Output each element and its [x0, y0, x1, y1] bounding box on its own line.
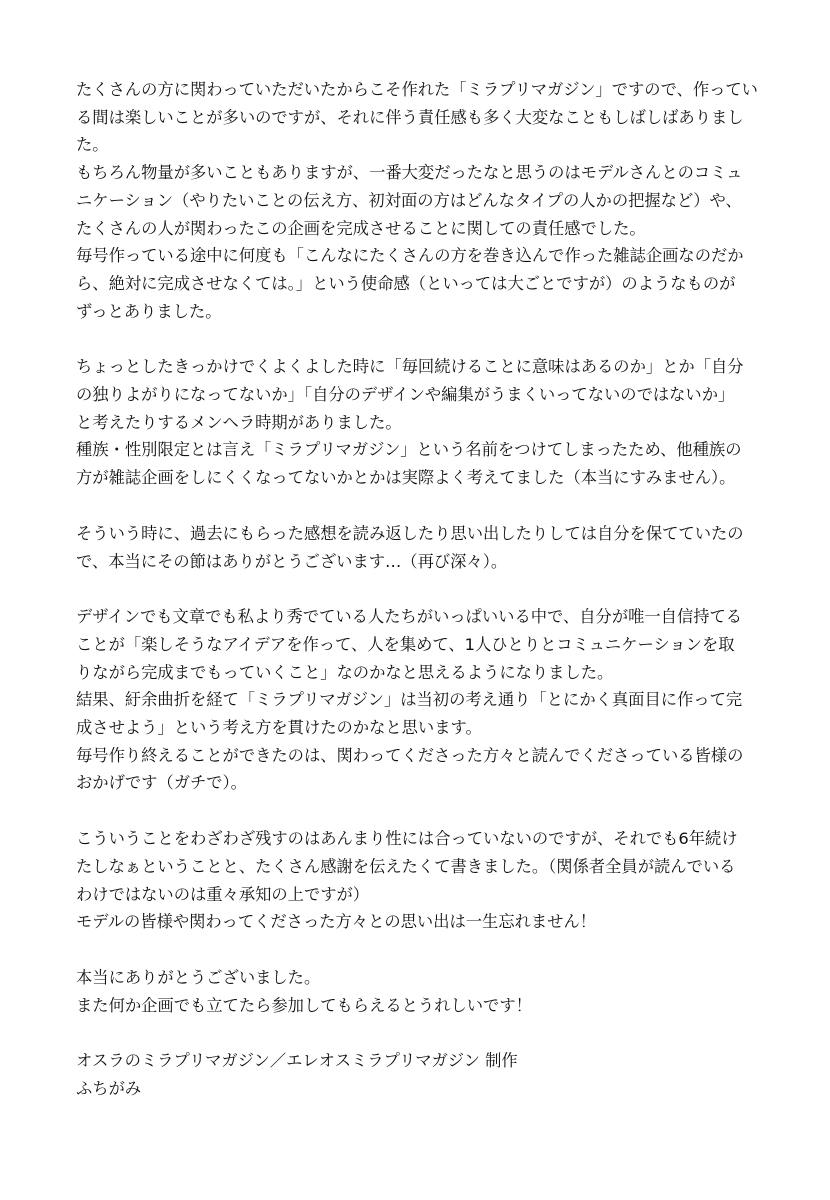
signature: [76, 1047, 762, 1102]
text-line: モデルの皆様や関わってくださった方々との思い出は一生忘れません！: [76, 912, 597, 932]
text-line: と考えたりするメンヘラ時期がありました。: [76, 412, 402, 432]
text-line: 種族・性別限定とは言え「ミラプリマガジン」という名前をつけてしまったため、他種族の: [76, 440, 742, 460]
text-line: で、本当にその節はありがとうございます…（再び深々）。: [76, 551, 508, 571]
signature-line: オスラのミラプリマガジン／エレオスミラプリマガジン 制作: [76, 1051, 518, 1071]
paragraph-2: [76, 353, 762, 492]
text-line: 方が雑誌企画をしにくくなってないかとかは実際よく考えてました（本当にすみません）。: [76, 468, 736, 488]
document-page: [76, 76, 762, 1131]
text-line: る間は楽しいことが多いのですが、それに伴う責任感も多く大変なこともしばしばありまし: [76, 107, 744, 127]
paragraph-1: [76, 76, 762, 325]
text-line: りながら完成までもっていくこと」なのかなと思えるようになりました。: [76, 662, 614, 682]
text-line: ずっとありました。: [76, 301, 222, 321]
text-line: 本当にありがとうございました。: [76, 967, 321, 987]
paragraph-3: [76, 520, 762, 575]
text-line: ちょっとしたきっかけでくよくよした時に「毎回続けることに意味はあるのか」とか「自分: [76, 357, 744, 377]
author-name: ふちがみ: [76, 1079, 142, 1099]
text-line: おかげです（ガチで）。: [76, 773, 247, 793]
text-line: たくさんの人が関わったこの企画を完成させることに関しての責任感でした。: [76, 218, 646, 238]
text-line: こういうことをわざわざ残すのはあんまり性には合っていないのですが、それでも6年続け: [76, 829, 738, 849]
paragraph-6: [76, 964, 762, 1019]
text-line: の独りよがりになってないか」「自分のデザインや編集がうまくいってないのではないか」: [76, 385, 735, 405]
text-line: 毎号作り終えることができたのは、関わってくださった方々と読んでくださっている皆様の: [76, 745, 744, 765]
text-line: デザインでも文章でも私より秀でている人たちがいっぱいいる中で、自分が唯一自信持てる: [76, 607, 743, 627]
text-line: 結果、紆余曲折を経て「ミラプリマガジン」は当初の考え通り「とにかく真面目に作って完: [76, 690, 743, 710]
text-line: たしなぁということと、たくさん感謝を伝えたくて書きました。（関係者全員が読んでいる: [76, 856, 736, 876]
text-line: た。: [76, 135, 109, 155]
paragraph-5: [76, 825, 762, 936]
text-line: そういう時に、過去にもらった感想を読み返したり思い出したりしては自分を保てていたの: [76, 523, 744, 543]
text-line: もちろん物量が多いこともありますが、一番大変だったなと思うのはモデルさんとのコミュ: [76, 163, 743, 183]
text-line: ことが「楽しそうなアイデアを作って、人を集めて、1人ひとりとコミュニケーションを取: [76, 634, 735, 654]
paragraph-4: [76, 603, 762, 797]
text-line: ら、絶対に完成させなくては。」という使命感（といっては大ごとですが）のようなものが: [76, 273, 736, 293]
text-line: 成させよう」という考え方を貫けたのかなと思います。: [76, 718, 482, 738]
text-line: 毎号作っている途中に何度も「こんなにたくさんの方を巻き込んで作った雑誌企画なのだか: [76, 246, 744, 266]
text-line: ニケーション（やりたいことの伝え方、初対面の方はどんなタイプの人かの把握など）や、: [76, 190, 742, 210]
text-line: たくさんの方に関わっていただいたからこそ作れた「ミラプリマガジン」ですので、作ってい: [76, 80, 758, 99]
text-line: わけではないのは重々承知の上ですが）: [76, 884, 370, 904]
text-line: また何か企画でも立てたら参加してもらえるとうれしいです！: [76, 995, 532, 1015]
